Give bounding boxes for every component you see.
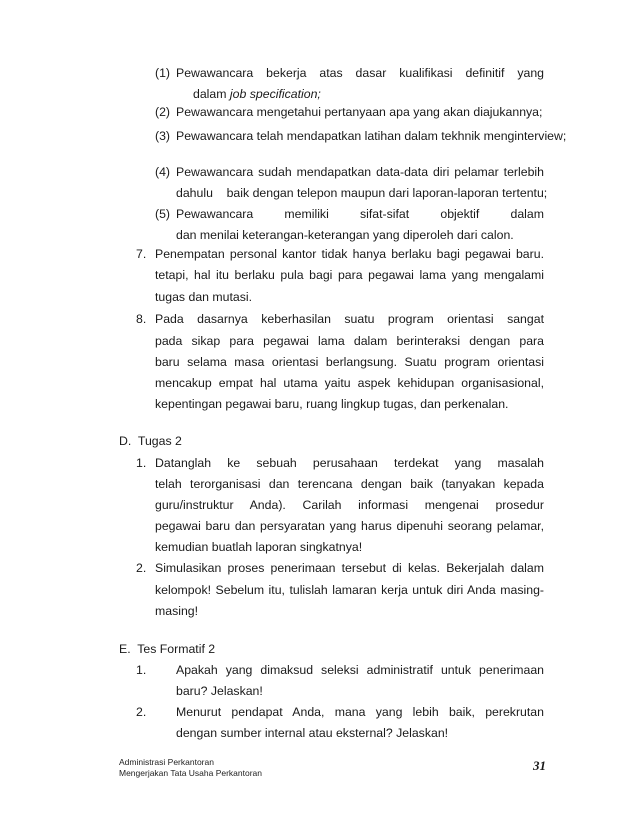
item-line: tetapi, hal itu berlaku pula bagi para pegawai lama yang mengalami — [155, 268, 544, 282]
subitem-number: (1) — [155, 66, 171, 80]
job-specification-term: job specification; — [229, 87, 321, 101]
item-line: telah terorganisasi dan terencana dengan baik (tanyakan kepada — [155, 477, 544, 491]
item-line: guru/instruktur Anda). Carilah informasi mengenai prosedur — [155, 498, 544, 512]
item-number: 7. — [136, 247, 147, 261]
subitem-text: Pewawancara mengetahui pertanyaan apa yang akan diajukannya; — [176, 105, 543, 119]
item-line: kepentingan pegawai baru, ruang lingkup tugas, dan perkenalan. — [155, 397, 509, 411]
footer-course-title: Administrasi Perkantoran — [119, 757, 214, 767]
subitem-text: Pewawancara memiliki sifat-sifat objektif dalam — [176, 207, 544, 221]
subitem-number: (2) — [155, 105, 171, 119]
section-heading: D. Tugas 2 — [119, 434, 182, 448]
item-line: kelompok! Sebelum itu, tulislah lamaran kerja untuk diri Anda masing- — [155, 583, 544, 597]
section-heading: E. Tes Formatif 2 — [119, 642, 216, 656]
footer-module-title: Mengerjakan Tata Usaha Perkantoran — [119, 768, 263, 778]
item-number: 1. — [136, 663, 147, 677]
subitem-text: Pewawancara sudah mendapatkan data-data diri pelamar terlebih — [176, 165, 544, 179]
item-line: Penempatan personal kantor tidak hanya berlaku bagi pegawai baru. — [155, 247, 544, 261]
item-line: pegawai baru dan persyaratan yang harus dipenuhi seorang pelamar, — [155, 519, 544, 533]
item-number: 2. — [136, 705, 147, 719]
item-line: Menurut pendapat Anda, mana yang lebih baik, perekrutan — [176, 705, 544, 719]
item-line: dengan sumber internal atau eksternal? Jelaskan! — [176, 726, 449, 740]
item-line: baru selama masa orientasi berlangsung. Suatu program orientasi — [155, 355, 544, 369]
subitem-number: (3) — [155, 129, 171, 143]
item-line: Datanglah ke sebuah perusahaan terdekat yang masalah — [155, 456, 544, 470]
item-line: Apakah yang dimaksud seleksi administratif untuk penerimaan — [176, 663, 544, 677]
item-line: pada sikap para pegawai lama dalam berinteraksi dengan para — [155, 334, 544, 348]
subitem-text-continued: dalam job specification; — [193, 87, 321, 101]
subitem-number: (5) — [155, 207, 171, 221]
item-number: 8. — [136, 312, 147, 326]
subitem-text-continued: dan menilai keterangan-keterangan yang diperoleh dari calon. — [176, 228, 514, 242]
item-line: baru? Jelaskan! — [176, 684, 263, 698]
subitem-text-continued: dahulu baik dengan telepon maupun dari laporan-laporan tertentu; — [176, 186, 548, 200]
item-line: kemudian buatlah laporan singkatnya! — [155, 540, 363, 554]
item-number: 1. — [136, 456, 147, 470]
item-line: masing! — [155, 604, 199, 618]
subitem-number: (4) — [155, 165, 171, 179]
subitem-text: Pewawancara telah mendapatkan latihan dalam tekhnik menginterview; — [176, 129, 567, 143]
page-number: 31 — [533, 758, 546, 773]
subitem-text: Pewawancara bekerja atas dasar kualifikasi definitif yang — [176, 66, 544, 80]
item-line: tugas dan mutasi. — [155, 290, 253, 304]
item-line: Simulasikan proses penerimaan tersebut di kelas. Bekerjalah dalam — [155, 561, 544, 575]
item-line: Pada dasarnya keberhasilan suatu program orientasi sangat — [155, 312, 544, 326]
item-number: 2. — [136, 561, 147, 575]
item-line: mencakup empat hal utama yaitu aspek kehidupan organisasional, — [155, 376, 544, 390]
